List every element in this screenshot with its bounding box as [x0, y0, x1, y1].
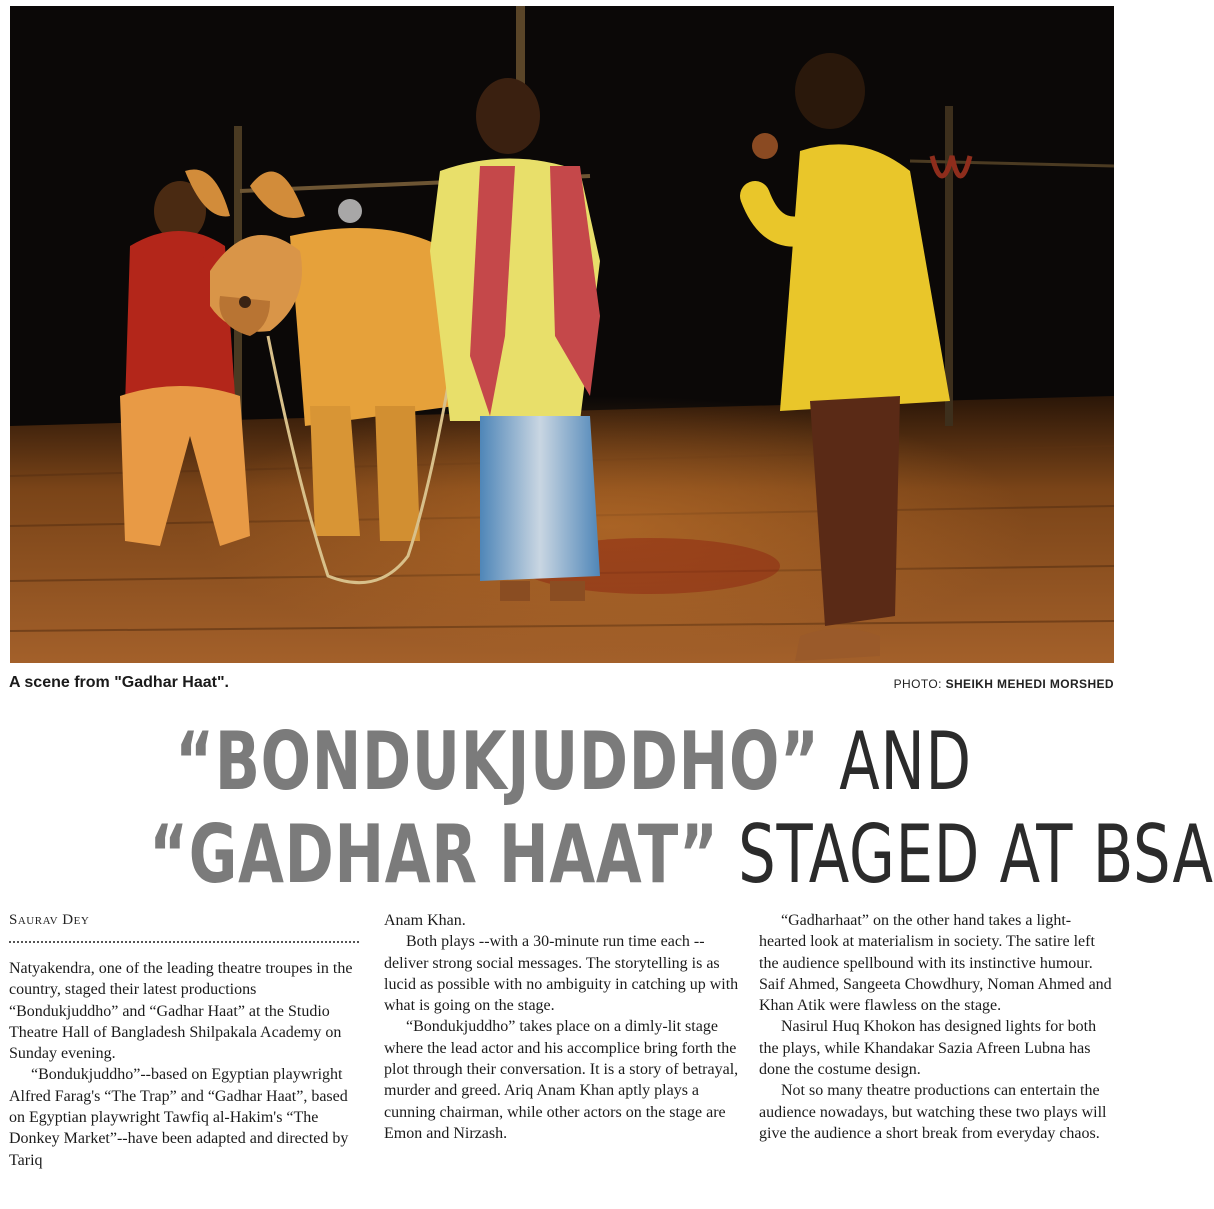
paragraph: “Bondukjuddho”--based on Egyptian playwright Alfred Farag's “The Trap” and “Gadhar Haat”, based on Egyptian playwright Tawfiq al-Hakim's “The Donkey Market”--have been adapted and directed by Tariq	[9, 1066, 349, 1169]
paragraph: Not so many theatre productions can entertain the audience nowadays, but watching these two plays will give the audience a short break from everyday chaos.	[759, 1082, 1107, 1142]
paragraph: “Gadharhaat” on the other hand takes a light-hearted look at materialism in society. The satire left the audience spellbound with its instinctive humour. Saif Ahmed, Sangeeta Chowdhury, Noman Ahmed and Khan Atik were flawless on the stage.	[759, 912, 1112, 1015]
byline: Saurav Dey	[9, 912, 90, 928]
photo-caption: A scene from "Gadhar Haat".	[9, 674, 229, 691]
paragraph: Anam Khan.	[384, 912, 466, 929]
article-column-2	[384, 910, 740, 1144]
photo-credit-name: SHEIKH MEHEDI MORSHED	[945, 677, 1114, 691]
headline-connector: AND	[819, 715, 972, 808]
headline-line-1	[149, 715, 998, 808]
headline-title-2: “GADHAR HAAT”	[149, 808, 719, 901]
article-column-3	[759, 910, 1115, 1144]
paragraph: Natyakendra, one of the leading theatre troupes in the country, staged their latest productions “Bondukjuddho” and “Gadhar Haat” at the Studio Theatre Hall of Bangladesh Shilpakala Academy on Sunday evening.	[9, 960, 353, 1063]
paragraph: Nasirul Huq Khokon has designed lights for both the plays, while Khandakar Sazia Afreen Lubna has done the costume design.	[759, 1018, 1097, 1079]
photo-credit	[894, 677, 1114, 691]
stage-photo	[10, 6, 1114, 663]
headline-suffix: STAGED AT BSA	[718, 808, 1214, 901]
paragraph: “Bondukjuddho” takes place on a dimly-lit stage where the lead actor and his accomplice bring forth the plot through their conversation. It is a story of betrayal, murder and greed. Ariq Anam Khan aptly plays a cunning chairman, while other actors on the stage are Emon and Nirzash.	[384, 1018, 739, 1142]
headline-title-1: “BONDUKJUDDHO”	[175, 715, 820, 808]
photo-credit-label: PHOTO:	[893, 677, 942, 691]
headline-line-2	[149, 808, 1214, 901]
paragraph: Both plays --with a 30-minute run time each -- deliver strong social messages. The storytelling is as lucid as possible with no ambiguity in catching up with what is going on the stage.	[384, 933, 739, 1015]
article-column-1	[9, 958, 363, 1171]
byline-divider	[9, 941, 359, 943]
